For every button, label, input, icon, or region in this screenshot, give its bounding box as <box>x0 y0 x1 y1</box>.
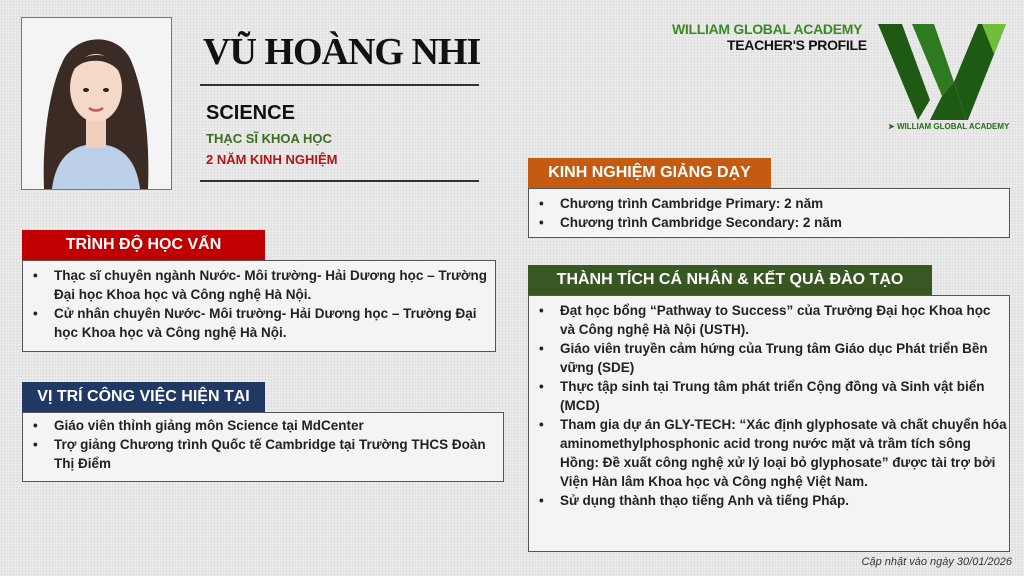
profile-label: TEACHER'S PROFILE <box>727 37 867 53</box>
experience-item: • Chương trình Cambridge Secondary: 2 năm <box>529 213 1009 232</box>
achievement-item: • Tham gia dự án GLY-TECH: “Xác định glyphosate và chất chuyển hóa aminomethylphosphonic acid trong nước mặt và trầm tích sông Hồng: Đề xuất công nghệ xử lý loại bỏ glyphosate” được tài trợ bởi Viện Hàn lâm Khoa học và Công nghệ Việt Nam. <box>529 415 1009 491</box>
position-item: • Trợ giảng Chương trình Quốc tế Cambridge tại Trường THCS Đoàn Thị Điểm <box>23 435 503 473</box>
position-item: • Giáo viên thỉnh giảng môn Science tại MdCenter <box>23 416 503 435</box>
experience-item: • Chương trình Cambridge Primary: 2 năm <box>529 194 1009 213</box>
achievement-item: • Sử dụng thành thạo tiếng Anh và tiếng Pháp. <box>529 491 1009 510</box>
update-date: Cập nhật vào ngày 30/01/2026 <box>861 556 1012 568</box>
achievement-item: • Đạt học bổng “Pathway to Success” của Trường Đại học Khoa học và Công nghệ Hà Nội (USTH). <box>529 301 1009 339</box>
education-item: • Cử nhân chuyên Nước- Môi trường- Hải Dương học – Trường Đại học Khoa học và Công nghệ Hà Nội. <box>23 304 495 342</box>
experience-years-label: 2 NĂM KINH NGHIỆM <box>206 152 338 167</box>
subject-label: SCIENCE <box>206 102 295 124</box>
teacher-name: VŨ HOÀNG NHI <box>203 31 481 73</box>
achievements-header: THÀNH TÍCH CÁ NHÂN & KẾT QUẢ ĐÀO TẠO <box>528 265 932 295</box>
achievement-item: • Thực tập sinh tại Trung tâm phát triển Cộng đồng và Sinh vật biển (MCD) <box>529 377 1009 415</box>
degree-label: THẠC SĨ KHOA HỌC <box>206 131 332 146</box>
education-item: • Thạc sĩ chuyên ngành Nước- Môi trường- Hải Dương học – Trường Đại học Khoa học và Công nghệ Hà Nội. <box>23 266 495 304</box>
academy-name: WILLIAM GLOBAL ACADEMY <box>672 21 863 37</box>
teacher-photo <box>21 17 172 190</box>
current-position-box <box>22 412 504 482</box>
academy-logo <box>878 24 1006 120</box>
achievements-box <box>528 295 1010 552</box>
name-divider <box>200 84 479 86</box>
arrow-icon: ➤ <box>888 122 897 131</box>
achievement-item: • Giáo viên truyền cảm hứng của Trung tâm Giáo dục Phát triển Bền vững (SDE) <box>529 339 1009 377</box>
education-header: TRÌNH ĐỘ HỌC VẤN <box>22 230 265 260</box>
teaching-experience-header: KINH NGHIỆM GIẢNG DẠY <box>528 158 771 188</box>
education-box <box>22 260 496 352</box>
teaching-experience-box <box>528 188 1010 238</box>
logo-caption <box>888 122 1009 131</box>
profile-divider <box>200 180 479 182</box>
logo-caption-text: WILLIAM GLOBAL ACADEMY <box>896 122 1010 131</box>
current-position-header: VỊ TRÍ CÔNG VIỆC HIỆN TẠI <box>22 382 265 412</box>
portrait-illustration <box>22 18 171 189</box>
